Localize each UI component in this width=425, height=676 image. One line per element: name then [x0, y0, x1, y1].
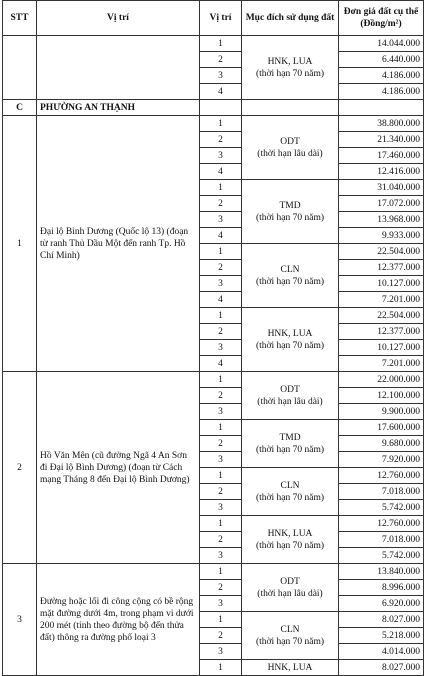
price-cell: 22.504.000	[339, 244, 424, 260]
price-cell: 17.072.000	[339, 196, 424, 212]
price-cell: 7.018.000	[339, 484, 424, 500]
price-cell: 9.900.000	[339, 404, 424, 420]
land-purpose-code: CLN	[280, 624, 300, 635]
table-row	[3, 372, 424, 388]
price-cell: 6.920.000	[339, 596, 424, 612]
price-cell: 12.760.000	[339, 516, 424, 532]
position-cell: 1	[200, 564, 242, 580]
land-purpose-code: ODT	[280, 384, 300, 395]
price-cell: 12.377.000	[339, 260, 424, 276]
land-purpose-cell	[242, 372, 339, 420]
position-cell: 2	[200, 484, 242, 500]
price-cell: 17.460.000	[339, 148, 424, 164]
section-name: PHƯỜNG AN THẠNH	[37, 100, 200, 116]
land-purpose-cell	[242, 36, 339, 100]
position-cell: 4	[200, 228, 242, 244]
land-purpose-cell	[242, 612, 339, 660]
position-cell: 4	[200, 84, 242, 100]
position-cell: 1	[200, 36, 242, 52]
land-purpose-code: HNK, LUA	[267, 56, 313, 67]
position-cell: 2	[200, 532, 242, 548]
land-purpose-code: CLN	[280, 480, 300, 491]
position-cell: 1	[200, 116, 242, 132]
price-cell: 13.840.000	[339, 564, 424, 580]
land-purpose-cell	[242, 420, 339, 468]
land-purpose-code: CLN	[280, 264, 300, 275]
position-cell: 3	[200, 340, 242, 356]
position-cell: 3	[200, 644, 242, 660]
price-cell: 8.027.000	[339, 660, 424, 676]
stt-cell: 3	[3, 564, 37, 676]
position-cell: 1	[200, 420, 242, 436]
header-price: Đơn giá đất cụ thể (Đồng/m²)	[339, 1, 424, 36]
land-purpose-code: TMD	[279, 432, 301, 443]
header-location: Vị trí	[37, 1, 200, 36]
land-purpose-cell	[242, 660, 339, 676]
position-cell: 3	[200, 452, 242, 468]
price-cell: 31.040.000	[339, 180, 424, 196]
price-cell: 21.340.000	[339, 132, 424, 148]
position-cell: 2	[200, 388, 242, 404]
position-cell: 1	[200, 660, 242, 676]
location-cell: Hồ Văn Mên (cũ đường Ngã 4 An Sơn đi Đại lộ Bình Dương) (đoạn từ Cách mạng Tháng 8 đến Đại lộ Bình Dương)	[37, 372, 200, 564]
land-term: (thời hạn 70 năm)	[255, 276, 325, 287]
position-cell: 3	[200, 596, 242, 612]
position-cell: 1	[200, 468, 242, 484]
land-term: (thời hạn 70 năm)	[255, 540, 325, 551]
land-purpose-cell	[242, 180, 339, 244]
location-cell	[37, 36, 200, 100]
price-cell: 22.000.000	[339, 372, 424, 388]
land-term: (thời hạn 70 năm)	[255, 636, 325, 647]
position-cell: 1	[200, 372, 242, 388]
position-cell: 2	[200, 324, 242, 340]
land-purpose-cell	[242, 516, 339, 564]
land-purpose-cell	[242, 116, 339, 180]
price-cell: 5.742.000	[339, 548, 424, 564]
section-row	[3, 100, 424, 116]
position-cell: 4	[200, 292, 242, 308]
price-cell: 5.742.000	[339, 500, 424, 516]
land-purpose-code: HNK, LUA	[267, 528, 313, 539]
land-purpose-code: HNK, LUA	[267, 662, 313, 673]
section-empty	[242, 100, 339, 116]
price-cell: 7.018.000	[339, 532, 424, 548]
land-purpose-code: ODT	[280, 136, 300, 147]
stt-cell: 2	[3, 372, 37, 564]
position-cell: 1	[200, 244, 242, 260]
price-cell: 22.504.000	[339, 308, 424, 324]
stt-cell: 1	[3, 116, 37, 372]
position-cell: 3	[200, 148, 242, 164]
position-cell: 1	[200, 180, 242, 196]
section-empty	[339, 100, 424, 116]
table-row	[3, 116, 424, 132]
position-cell: 4	[200, 356, 242, 372]
table-row	[3, 36, 424, 52]
stt-cell	[3, 36, 37, 100]
price-cell: 12.377.000	[339, 324, 424, 340]
position-cell: 3	[200, 212, 242, 228]
land-term: (thời hạn 70 năm)	[255, 68, 325, 79]
price-cell: 8.996.000	[339, 580, 424, 596]
price-cell: 7.920.000	[339, 452, 424, 468]
table-row	[3, 564, 424, 580]
location-cell: Đại lộ Bình Dương (Quốc lộ 13) (đoạn từ ranh Thủ Dầu Một đến ranh Tp. Hồ Chí Minh)	[37, 116, 200, 372]
land-term: (thời hạn 70 năm)	[255, 212, 325, 223]
price-cell: 5.218.000	[339, 628, 424, 644]
position-cell: 2	[200, 260, 242, 276]
land-purpose-code: TMD	[279, 200, 301, 211]
position-cell: 4	[200, 164, 242, 180]
land-term: (thời hạn lâu dài)	[257, 588, 323, 599]
position-cell: 2	[200, 52, 242, 68]
section-empty	[200, 100, 242, 116]
land-term: (thời hạn lâu dài)	[257, 148, 323, 159]
land-term: (thời hạn 70 năm)	[255, 492, 325, 503]
price-cell: 12.100.000	[339, 388, 424, 404]
price-cell: 12.760.000	[339, 468, 424, 484]
position-cell: 1	[200, 308, 242, 324]
price-cell: 4.186.000	[339, 84, 424, 100]
header-stt: STT	[3, 1, 37, 36]
position-cell: 1	[200, 516, 242, 532]
price-cell: 10.127.000	[339, 340, 424, 356]
price-cell: 4.186.000	[339, 68, 424, 84]
land-purpose-cell	[242, 244, 339, 308]
position-cell: 2	[200, 436, 242, 452]
price-cell: 17.600.000	[339, 420, 424, 436]
table-body	[3, 36, 424, 676]
land-term: (thời hạn 70 năm)	[255, 444, 325, 455]
position-cell: 3	[200, 500, 242, 516]
header-position: Vị trí	[200, 1, 242, 36]
price-cell: 8.027.000	[339, 612, 424, 628]
price-cell: 7.201.000	[339, 356, 424, 372]
position-cell: 3	[200, 548, 242, 564]
land-purpose-cell	[242, 308, 339, 372]
position-cell: 3	[200, 276, 242, 292]
position-cell: 2	[200, 196, 242, 212]
position-cell: 2	[200, 132, 242, 148]
position-cell: 2	[200, 628, 242, 644]
position-cell: 3	[200, 68, 242, 84]
location-cell: Đường hoặc lối đi công cộng có bề rộng mặt đường dưới 4m, trong phạm vi dưới 200 mét (tính theo đường bộ đến thửa đất) thông ra đường phố loại 3	[37, 564, 200, 676]
land-term: (thời hạn lâu dài)	[257, 396, 323, 407]
land-purpose-cell	[242, 564, 339, 612]
position-cell: 1	[200, 612, 242, 628]
land-purpose-code: ODT	[280, 576, 300, 587]
land-price-table	[2, 0, 424, 676]
price-cell: 9.680.000	[339, 436, 424, 452]
header-purpose: Mục đích sử dụng đất	[242, 1, 339, 36]
price-cell: 9.933.000	[339, 228, 424, 244]
price-cell: 12.416.000	[339, 164, 424, 180]
price-cell: 7.201.000	[339, 292, 424, 308]
price-cell: 4.014.000	[339, 644, 424, 660]
land-purpose-code: HNK, LUA	[267, 328, 313, 339]
land-term: (thời hạn 70 năm)	[255, 340, 325, 351]
position-cell: 3	[200, 404, 242, 420]
price-cell: 6.440.000	[339, 52, 424, 68]
price-cell: 38.800.000	[339, 116, 424, 132]
position-cell: 2	[200, 580, 242, 596]
header-row	[3, 1, 424, 36]
price-cell: 10.127.000	[339, 276, 424, 292]
price-cell: 14.044.000	[339, 36, 424, 52]
section-letter: C	[3, 100, 37, 116]
price-cell: 13.968.000	[339, 212, 424, 228]
land-purpose-cell	[242, 468, 339, 516]
